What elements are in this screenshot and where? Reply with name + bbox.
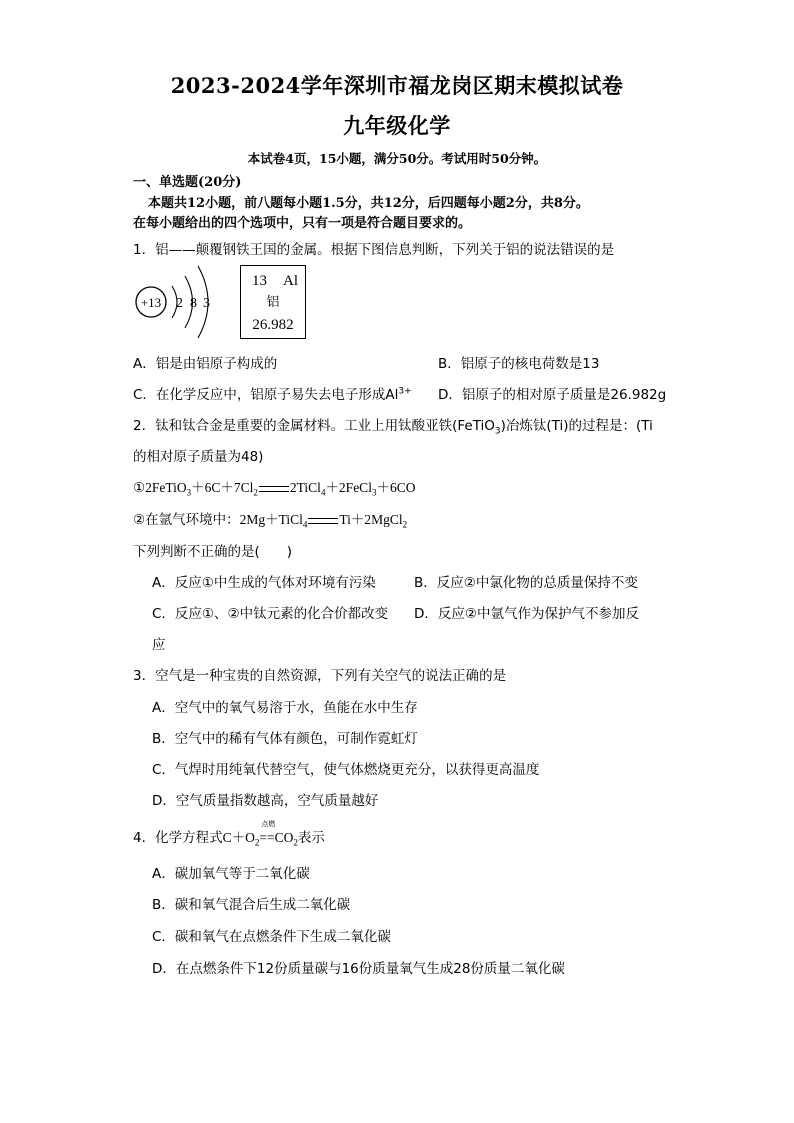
q3-option-d: D．空气质量指数越高，空气质量越好 bbox=[152, 793, 379, 809]
q2-stem-line1: 2．钛和钛合金是重要的金属材料。工业上用钛酸亚铁(FeTiO$_3$)冶炼钛(Ti)的过程是：(Ti bbox=[133, 418, 653, 437]
q2-equation-1: $①2FeTiO_3+6C+7Cl_2$ 2TiCl$_4$＋2FeCl$_3$＋6CO bbox=[133, 480, 416, 498]
q2-equation-2: ②在氩气环境中：2Mg＋TiCl$_4$ Ti＋2MgCl$_2$ bbox=[133, 512, 408, 530]
q1-stem: 1．铝——颠覆钢铁王国的金属。根据下图信息判断，下列关于铝的说法错误的是 bbox=[133, 242, 615, 258]
q3-option-c: C．气焊时用纯氧代替空气，使气体燃烧更充分，以获得更高温度 bbox=[152, 762, 540, 778]
q2-stem-line2: 的相对原子质量为48) bbox=[133, 449, 264, 465]
q4-stem: 4．化学方程式$C+O_2$ 点燃 $==CO_2$表示 bbox=[133, 820, 325, 848]
q2-option-c: C．反应①、②中钛元素的化合价都改变 bbox=[152, 606, 389, 622]
shell-3-electrons: 3 bbox=[203, 296, 210, 311]
q4-option-b: B．碳和氧气混合后生成二氧化碳 bbox=[152, 897, 351, 913]
q3-option-a: A．空气中的氧气易溶于水，鱼能在水中生存 bbox=[152, 700, 418, 716]
q2-option-d: D．反应②中氩气作为保护气不参加反 bbox=[414, 606, 639, 622]
shell-2-electrons: 8 bbox=[190, 296, 197, 311]
periodic-table-cell bbox=[240, 265, 306, 339]
q3-stem: 3．空气是一种宝贵的自然资源，下列有关空气的说法正确的是 bbox=[133, 668, 507, 684]
q4-option-a: A．碳加氧气等于二氧化碳 bbox=[152, 866, 310, 882]
q1-option-d: D．铝原子的相对原子质量是26.982g bbox=[438, 387, 667, 403]
q2-option-a: A．反应①中生成的气体对环境有污染 bbox=[152, 575, 376, 591]
exam-info: 本试卷4页，15小题，满分50分。考试用时50分钟。 bbox=[247, 151, 547, 166]
q4-option-c: C．碳和氧气在点燃条件下生成二氧化碳 bbox=[152, 929, 391, 945]
q1-option-a: A．铝是由铝原子构成的 bbox=[133, 356, 278, 372]
section-instruction-1: 本题共12小题，前八题每小题1.5分，共12分，后四题每小题2分，共8分。 bbox=[148, 196, 589, 211]
q1-option-c: C．在化学反应中，铝原子易失去电子形成$Al^{3+}$ bbox=[133, 386, 412, 403]
q4-option-d: D．在点燃条件下12份质量碳与16份质量氧气生成28份质量二氧化碳 bbox=[152, 961, 565, 977]
element-symbol: Al bbox=[283, 273, 298, 289]
element-name: 铝 bbox=[266, 295, 280, 310]
q1-option-b: B．铝原子的核电荷数是13 bbox=[438, 356, 600, 372]
atom-structure-diagram bbox=[130, 262, 220, 342]
reaction-condition: 点燃 bbox=[261, 820, 276, 828]
atomic-number: 13 bbox=[252, 273, 267, 289]
section-heading: 一、单选题(20分) bbox=[133, 175, 242, 190]
q2-option-b: B．反应②中氯化物的总质量保持不变 bbox=[414, 575, 638, 591]
exam-subtitle: 九年级化学 bbox=[343, 113, 451, 138]
nucleus-charge: +13 bbox=[140, 295, 162, 310]
q2-option-d-continued: 应 bbox=[152, 637, 166, 653]
section-instruction-2: 在每小题给出的四个选项中，只有一项是符合题目要求的。 bbox=[133, 216, 472, 231]
q3-option-b: B．空气中的稀有气体有颜色，可制作霓虹灯 bbox=[152, 731, 418, 747]
atomic-mass: 26.982 bbox=[252, 317, 294, 333]
exam-title: 2023-2024学年深圳市福龙岗区期末模拟试卷 bbox=[170, 73, 624, 98]
shell-1-electrons: 2 bbox=[176, 296, 183, 311]
q2-question: 下列判断不正确的是( ) bbox=[133, 544, 293, 560]
